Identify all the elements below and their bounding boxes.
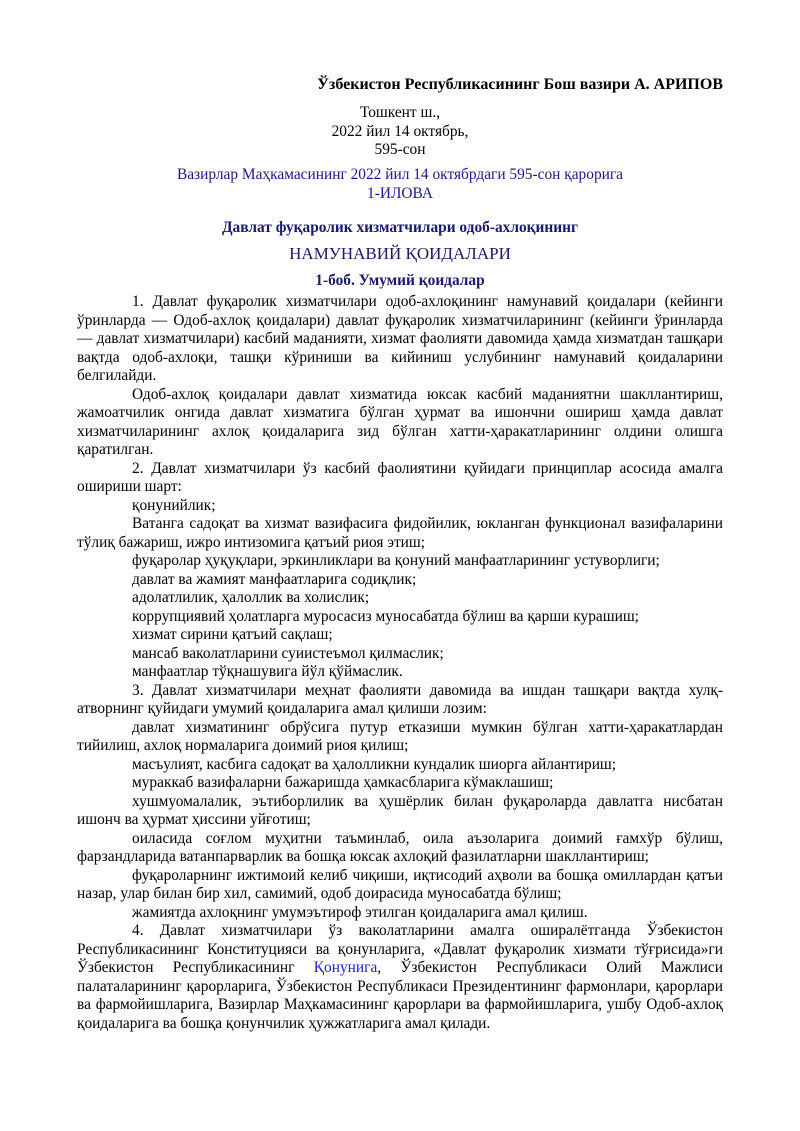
list-item: адолатлилик, ҳалоллик ва холислик; bbox=[132, 589, 370, 606]
paragraph-4-text-before: 4. Давлат хизматчилари ўз ваколатларини амалга оширалётганда Ўзбекистон Республикасининг Конституцияси ва қонунларига, «Давлат фуқаролик хизмати тўғрисида»ги Ўзбекистон Республикасининг bbox=[77, 922, 723, 976]
list-item: давлат хизматининг обрўсига путур етказиши мумкин бўлган хатти-ҳаракатлардан тийилиш, ахлоқ нормаларига доимий риоя қилиш; bbox=[77, 718, 723, 754]
list-item: оиласида соғлом муҳитни таъминлаб, оила аъзоларига доимий ғамхўр бўлиш, фарзандларида ватанпарварлик ва бошқа юксак ахлоқий фазилатларни шакллантириш; bbox=[77, 829, 723, 865]
chapter-heading: 1-боб. Умумий қоидалар bbox=[315, 272, 485, 289]
annex-reference: Вазирлар Маҳкамасининг 2022 йил 14 октябрдаги 595-сон қарорига bbox=[176, 166, 624, 183]
paragraph-4-text-after: , Ўзбекистон Республикаси Олий Мажлиси палаталарининг қарорларига, Ўзбекистон Республикаси Президентининг фармонлари, қарорлари ва фармойишларига, Вазирлар Маҳкамасининг қарорлари ва фармойишларига, ушбу Одоб-ахлоқ қоидаларига ва бошқа қонунчилик ҳужжатларига амал қилади. bbox=[77, 959, 723, 1032]
list-item: манфаатлар тўқнашувига йўл қўймаслик. bbox=[132, 663, 403, 680]
list-item: қонунийлик; bbox=[132, 496, 216, 514]
paragraph: 3. Давлат хизматчилари меҳнат фаолияти давомида ва ишдан ташқари вақтда хулқ-атворнинг қуйидаги умумий қоидаларига амал қилиши лозим: bbox=[77, 681, 723, 717]
list-item: мансаб ваколатларини суиистеъмол қилмаслик; bbox=[132, 644, 444, 662]
annex-block bbox=[77, 166, 723, 203]
date: 2022 йил 14 октябрь, bbox=[331, 122, 469, 140]
list-item: давлат ва жамият манфаатларига содиқлик; bbox=[132, 570, 417, 588]
list-item: хушмуомалалик, эътиборлилик ва ҳушёрлик билан фуқароларда давлатга нисбатан ишонч ва ҳурмат ҳиссини уйғотиш; bbox=[77, 792, 723, 828]
list-item: мураккаб вазифаларни бажаришда ҳамкасбларига кўмаклашиш; bbox=[132, 774, 554, 791]
annex-label: 1-ИЛОВА bbox=[367, 184, 433, 202]
document-body bbox=[77, 293, 723, 1033]
place: Тошкент ш., bbox=[359, 104, 441, 121]
list-item: фуқароларнинг ижтимоий келиб чиқиши, иқтисодий аҳволи ва бошқа омиллардан қатъи назар, улар билан бир хил, самимий, одоб доирасида муносабатда бўлиш; bbox=[77, 866, 723, 902]
document-title: Давлат фуқаролик хизматчилари одоб-ахлоқининг bbox=[221, 219, 579, 236]
decree-number: 595-сон bbox=[374, 141, 426, 158]
paragraph: 2. Давлат хизматчилари ўз касбий фаолиятини қуйидаги принциплар асосида амалга ошириши шарт: bbox=[77, 459, 723, 495]
paragraph: 1. Давлат фуқаролик хизматчилари одоб-ахлоқининг намунавий қоидалари (кейинги ўринларда — Одоб-ахлоқ қоидалари) давлат фуқаролик хизматчиларининг (кейинги ўринларда — давлат хизматчилари) касбий маданияти, хизмат фаолияти давомида ҳамда хизматдан ташқари вақтда одоб-ахлоқи, ташқи кўриниши ва кийиниш услубининг намунавий қоидаларини белгилайди. bbox=[77, 293, 723, 384]
list-item: хизмат сирини қатъий сақлаш; bbox=[132, 626, 333, 643]
paragraph-4 bbox=[77, 922, 723, 1033]
list-item: коррупциявий ҳолатларга муросасиз муносабатда бўлиш ва қарши курашиш; bbox=[132, 607, 639, 625]
list-item: масъулият, касбига садоқат ва ҳалолликни кундалик шиорга айлантириш; bbox=[132, 755, 617, 773]
place-date-block bbox=[77, 104, 723, 160]
list-item: Ватанга садоқат ва хизмат вазифасига фидойилик, юкланган функционал вазифаларини тўлиқ бажариш, ижро интизомига қатъий риоя этиш; bbox=[77, 515, 723, 551]
law-link[interactable]: Қонунига bbox=[313, 959, 378, 976]
signer-line: Ўзбекистон Республикасининг Бош вазири А. АРИПОВ bbox=[317, 76, 723, 93]
list-item: жамиятда ахлоқнинг умумэътироф этилган қоидаларига амал қилиш. bbox=[132, 903, 588, 921]
document-subtitle: НАМУНАВИЙ ҚОИДАЛАРИ bbox=[289, 244, 511, 263]
list-item: фуқаролар ҳуқуқлари, эркинликлари ва қонуний манфаатларининг устуворлиги; bbox=[132, 552, 660, 569]
paragraph: Одоб-ахлоқ қоидалари давлат хизматида юксак касбий маданиятни шакллантириш, жамоатчилик онгида давлат хизматига бўлган ҳурмат ва ишончни ошириш ҳамда давлат хизматчиларининг ахлоқ қоидаларига зид бўлган хатти-ҳаракатларининг олдини олишга қаратилган. bbox=[77, 385, 723, 458]
